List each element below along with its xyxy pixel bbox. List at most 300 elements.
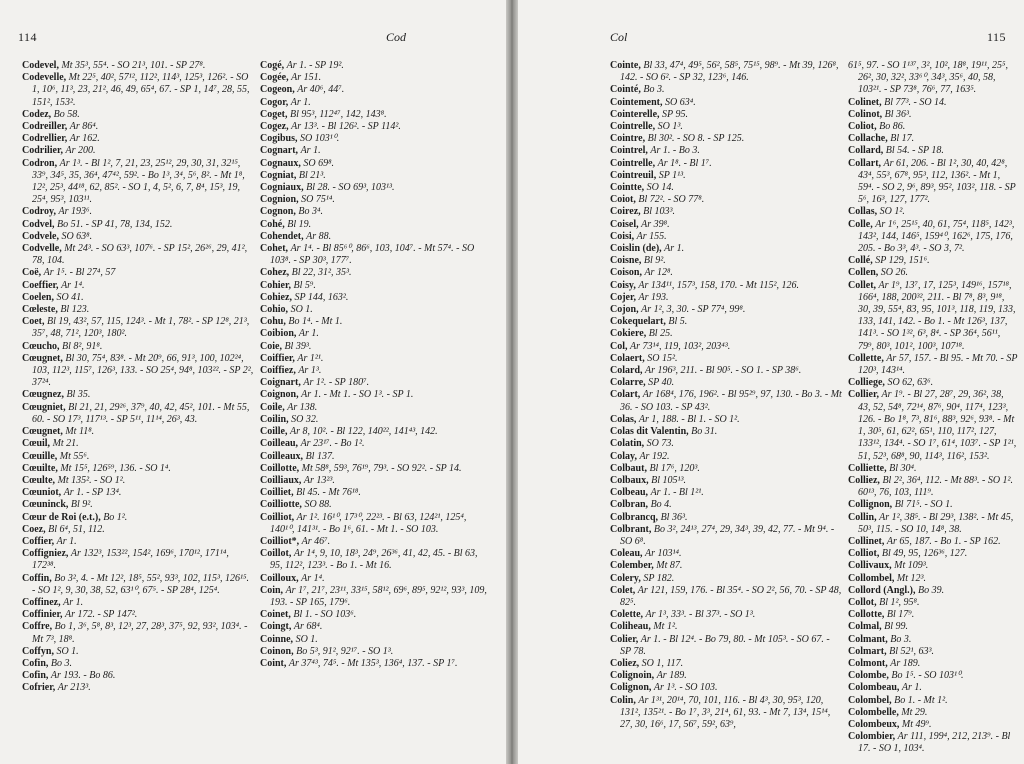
entry-references: SP 1¹³. <box>658 169 686 181</box>
entry-name: Coiot, <box>610 194 636 206</box>
entry-name: Colinot, <box>848 108 883 120</box>
index-entry <box>848 133 1018 145</box>
entry-references: Bl 54. - SP 18. <box>885 145 944 157</box>
entry-name: Coint, <box>260 657 287 669</box>
entry-references: SO 1. <box>290 304 313 316</box>
index-entry <box>610 524 842 548</box>
entry-references: Ar 1. - Mt 1. - SO 1³. - SP 1. <box>301 389 414 401</box>
entry-name: Coffin, <box>22 572 52 584</box>
entry-references: Ar 86⁴. <box>69 121 99 133</box>
index-entry <box>22 646 254 658</box>
entry-name: Colery, <box>610 572 641 584</box>
index-entry <box>260 634 492 646</box>
entry-references: Bl 8², 91⁸. <box>62 340 103 352</box>
index-entry <box>260 548 492 572</box>
entry-references: Mt 109³. <box>894 560 929 572</box>
entry-references: Mt 24³. - SO 63³, 107⁶. - SP 15², 26²⁶, 29, 41², 78, 104. <box>32 243 248 267</box>
entry-name: Coelen, <box>22 291 54 303</box>
index-entry <box>610 121 842 133</box>
entry-name: Coliot, <box>848 121 877 133</box>
index-entry <box>610 341 842 353</box>
entry-name: Collin, <box>848 511 877 523</box>
entry-name: Coilliaux, <box>260 474 302 486</box>
entry-name: Coile, <box>260 401 285 413</box>
index-entry <box>610 243 842 255</box>
entry-references: Mt 12³. <box>896 572 926 584</box>
entry-references: SO 88. <box>304 499 332 511</box>
index-entry <box>260 646 492 658</box>
index-entry <box>610 280 842 292</box>
entry-name: Cogor, <box>260 96 289 108</box>
index-entry <box>260 219 492 231</box>
index-entry <box>260 402 492 414</box>
index-entry <box>610 414 842 426</box>
index-entry <box>610 548 842 560</box>
entry-references: Ar 200. <box>65 145 96 157</box>
entry-references: Bl 5⁹. <box>293 279 316 291</box>
entry-name: Collas, <box>848 206 878 218</box>
index-entry <box>848 280 1018 353</box>
index-entry <box>260 231 492 243</box>
entry-name: Collombel, <box>848 572 895 584</box>
index-entry <box>610 145 842 157</box>
index-entry <box>610 426 842 438</box>
entry-name: Cointerelle, <box>610 108 660 120</box>
index-entry <box>610 695 842 732</box>
entry-references: Bl 21, 21, 29²⁶, 37⁹, 40, 42, 45², 101. - Mt 55, 60. - SO 17³, 117¹³. - SP 5¹¹, 11¹⁴, 26³, 43. <box>32 401 250 425</box>
entry-references: Mt 21. <box>52 438 79 450</box>
entry-name: Colliez, <box>848 474 880 486</box>
entry-references: Ar 111, 199⁴, 212, 213⁹. - Bl 17. - SO 1, 103⁴. <box>858 731 1011 755</box>
entry-name: Cointrelle, <box>610 157 656 169</box>
index-entry <box>260 121 492 133</box>
entry-references: Bl 30². - SO 8. - SP 125. <box>647 133 745 145</box>
index-entry <box>610 377 842 389</box>
entry-references: Ar 1. <box>56 535 77 547</box>
entry-name: Codreiller, <box>22 121 68 133</box>
index-entry <box>260 451 492 463</box>
entry-references: Ar 189. <box>890 657 921 669</box>
entry-references: Bo 5³, 91², 92¹⁷. - SO 1³. <box>296 645 394 657</box>
entry-references: Ar 1⁴, 9, 10, 18³, 24⁹, 26³⁶, 41, 42, 45. - Bl 63, 95, 112², 123³. - Bo 1. - Mt 16. <box>270 548 478 572</box>
entry-references: Ar 8, 10². - Bl 122, 140²², 141⁴³, 142. <box>290 426 438 438</box>
entry-name: Cogée, <box>260 72 289 84</box>
index-entry <box>260 512 492 536</box>
entry-references: Mt 55⁶. <box>59 450 90 462</box>
entry-references: Bl 71⁵. - SO 1. <box>894 499 953 511</box>
entry-references: SO 41. <box>56 291 84 303</box>
entry-references: SO 32. <box>291 413 319 425</box>
entry-name: Coliez, <box>610 657 640 669</box>
entry-references: Bl 49, 95, 126³⁶, 127. <box>881 548 968 560</box>
index-entry <box>848 597 1018 609</box>
entry-references: SP 40. <box>648 377 675 389</box>
entry-references: Ar 1⁹, 13⁷, 17, 125³, 149¹⁶, 157¹⁸, 166⁴, 188, 200³², 211. - Bl 7⁸, 8³, 9¹⁸, 30, 39, 55⁴, 83, 95, 101³, 118, 119, 133, 133, 141, 142. - Bo 1. - Mt 126³, 137, 141³. - SO 1³², 6³, 8⁴. - SP 36⁴, 56¹¹, 79⁹, 80³, 101², 100³, 107¹⁸. <box>858 279 1016 352</box>
index-entry <box>610 133 842 145</box>
index-entry <box>260 97 492 109</box>
index-entry <box>848 267 1018 279</box>
entry-name: Colombe, <box>848 670 889 682</box>
entry-name: Colombier, <box>848 731 896 743</box>
entry-name: Collette, <box>848 352 884 364</box>
entry-name: Cœur de Roi (e.t.), <box>22 511 101 523</box>
entry-references: Ar 88. <box>306 230 332 242</box>
entry-name: Cogeon, <box>260 84 295 96</box>
entry-references: Bo 1, 3⁶, 5⁸, 8³, 12³, 27, 28³, 37⁵, 92, 93², 103⁴. - Mt 7³, 18⁸. <box>32 621 248 645</box>
entry-name: Codez, <box>22 108 52 120</box>
index-entry <box>260 414 492 426</box>
entry-references: Ar 168⁴, 176, 196². - Bl 95²⁹, 97, 130. - Bo 3. - Mt 36. - SO 103. - SP 43². <box>620 389 842 413</box>
entry-name: Coisne, <box>610 255 642 267</box>
entry-references: Ar 1. - Bl 12⁴. - Bo 79, 80. - Mt 105³. - SO 67. - SP 78. <box>620 633 830 657</box>
entry-references: Ar 192. <box>639 450 670 462</box>
index-entry <box>848 646 1018 658</box>
entry-references: Bo 3⁴. <box>298 206 323 218</box>
entry-name: Colliot, <box>848 548 880 560</box>
index-entry <box>610 255 842 267</box>
entry-name: Cognart, <box>260 145 299 157</box>
index-entry <box>260 194 492 206</box>
entry-name: Colbeau, <box>610 487 649 499</box>
entry-references: Mt 135². - SO 1². <box>57 474 126 486</box>
entry-references: Mt 87. <box>656 560 683 572</box>
index-entry <box>260 499 492 511</box>
entry-name: Collotte, <box>848 609 885 621</box>
entry-references: Ar 162. <box>69 133 100 145</box>
entry-name: Codvelle, <box>22 243 62 255</box>
entry-name: Cœuniot, <box>22 487 62 499</box>
index-entry <box>610 389 842 413</box>
entry-references: Ar 1³, 33³. - Bl 37³. - SO 1³. <box>645 609 756 621</box>
index-entry <box>260 304 492 316</box>
index-entry <box>610 463 842 475</box>
entry-name: Cœuninck, <box>22 499 69 511</box>
entry-name: Codron, <box>22 157 58 169</box>
index-entry <box>848 682 1018 694</box>
entry-name: Cœuil, <box>22 438 51 450</box>
entry-name: Cofin, <box>22 670 49 682</box>
entry-name: Cointement, <box>610 96 663 108</box>
entry-name: Coffre, <box>22 621 53 633</box>
entry-references: Bo 1. - Mt 1². <box>894 694 948 706</box>
entry-references: Bl 9². <box>643 255 666 267</box>
index-entry <box>610 487 842 499</box>
entry-references: Ar 65, 187. - Bo 1. - SP 162. <box>886 535 1001 547</box>
entry-references: Bl 28. - SO 69³, 103¹³. <box>306 182 395 194</box>
index-entry <box>22 243 254 267</box>
book-gutter <box>506 0 518 764</box>
entry-name: Cogibus, <box>260 133 298 145</box>
index-entry <box>260 170 492 182</box>
entry-references: Ar 193⁶. <box>58 206 92 218</box>
entry-name: Cogez, <box>260 121 289 133</box>
entry-name: Collart, <box>848 157 882 169</box>
entry-name: Cœulte, <box>22 474 56 486</box>
entry-name: Colombel, <box>848 694 892 706</box>
index-entry <box>848 585 1018 597</box>
entry-references: SP 144, 163². <box>294 291 349 303</box>
index-column <box>260 60 492 670</box>
index-entry <box>260 463 492 475</box>
entry-name: Coffinez, <box>22 596 61 608</box>
entry-references: Bl 22, 31², 35³. <box>291 267 352 279</box>
entry-name: Colart, <box>610 389 641 401</box>
entry-references: Ar 155. <box>636 230 667 242</box>
entry-name: Codvele, <box>22 230 59 242</box>
entry-references: Bo 31. <box>691 426 718 438</box>
entry-references: Mt 29. <box>901 706 928 718</box>
entry-name: Coilliotte, <box>260 499 302 511</box>
entry-references: Bl 6⁴, 51, 112. <box>48 523 105 535</box>
entry-name: Coin, <box>260 584 284 596</box>
entry-name: Cointe, <box>610 60 641 71</box>
index-entry <box>610 475 842 487</box>
index-entry <box>610 499 842 511</box>
entry-references: SO 75¹⁴. <box>301 194 335 206</box>
entry-name: Coinon, <box>260 645 294 657</box>
entry-name: Colet, <box>610 584 636 596</box>
index-entry <box>610 231 842 243</box>
entry-name: Coinet, <box>260 609 291 621</box>
index-entry <box>260 365 492 377</box>
entry-name: Coisel, <box>610 218 639 230</box>
index-entry <box>22 548 254 572</box>
index-entry <box>610 451 842 463</box>
entry-references: Ar 1. - Bl 1²¹. <box>650 487 704 499</box>
index-entry <box>22 463 254 475</box>
entry-references: SO 63⁴. <box>665 96 696 108</box>
entry-references: Bl 19, 43², 57, 115, 124³. - Mt 1, 78². - SP 12⁸, 21³, 35⁷, 48, 71², 120³, 180². <box>32 316 250 340</box>
index-entry <box>260 328 492 340</box>
entry-name: Cointrelle, <box>610 121 656 133</box>
entry-name: Colbran, <box>610 499 649 511</box>
entry-references: SO 1². <box>879 206 905 218</box>
index-entry <box>610 194 842 206</box>
entry-references: Ar 121, 159, 176. - Bl 35⁴. - SO 2², 56, 70. - SP 48, 82⁵. <box>620 584 842 608</box>
index-entry <box>848 573 1018 585</box>
entry-references: Ar 151. <box>291 72 322 84</box>
entry-name: Cœugnet, <box>22 352 63 364</box>
index-entry <box>848 609 1018 621</box>
entry-name: Cointte, <box>610 182 645 194</box>
entry-references: Ar 39⁸. <box>641 218 670 230</box>
entry-references: Bo 51. - SP 41, 78, 134, 152. <box>57 218 173 230</box>
entry-name: Colbaut, <box>610 462 647 474</box>
index-entry <box>22 292 254 304</box>
entry-name: Colatin, <box>610 438 645 450</box>
entry-references: Bl 33, 47⁴, 49⁵, 56², 58⁵, 75¹⁵, 98⁹. - Mt 39, 126⁸, 142. - SO 6². - SP 32, 123⁶, 146. <box>620 60 839 84</box>
entry-references: Bl 9². <box>70 499 93 511</box>
entry-name: Colmont, <box>848 657 888 669</box>
entry-references: Ar 73¹⁴, 119, 103², 203⁴³. <box>630 340 731 352</box>
entry-references: Ar 172. - SP 147². <box>64 609 138 621</box>
index-entry <box>848 121 1018 133</box>
index-entry <box>22 573 254 597</box>
entry-name: Cohez, <box>260 267 290 279</box>
entry-name: Coisi, <box>610 230 635 242</box>
entry-name: Collet, <box>848 279 877 291</box>
index-entry <box>610 84 842 96</box>
index-entry <box>22 60 254 72</box>
index-entry <box>22 316 254 340</box>
entry-name: Cognion, <box>260 194 299 206</box>
index-entry <box>22 145 254 157</box>
entry-references: SP 182. <box>643 572 675 584</box>
entry-name: Cojer, <box>610 291 637 303</box>
entry-references: Bl 17. <box>890 133 915 145</box>
index-entry <box>22 682 254 694</box>
index-entry <box>848 353 1018 377</box>
entry-name: Cofin, <box>22 657 49 669</box>
entry-references: Ar 1⁷, 21⁷, 23¹¹, 33¹⁵, 58¹², 69⁶, 89⁵, 92¹², 93³, 109, 193. - SP 165, 179⁶. <box>270 584 487 608</box>
index-entry <box>22 280 254 292</box>
entry-references: Ar 103¹⁴. <box>645 548 682 560</box>
entry-references: Ar 1. - Bo 3. <box>650 145 700 157</box>
entry-references: Ar 46⁷. <box>301 535 331 547</box>
entry-references: Bl 72². - SO 77⁸. <box>638 194 705 206</box>
entry-references: Bl 99. <box>884 621 908 633</box>
entry-references: Bl 1. - SO 103⁶. <box>293 609 357 621</box>
entry-name: Coez, <box>22 523 46 535</box>
entry-references: Bl 39³. <box>284 340 312 352</box>
entry-name: Collache, <box>848 133 888 145</box>
index-entry <box>22 72 254 109</box>
entry-references: Ar 13³. - Bl 126². - SP 114². <box>291 121 401 133</box>
entry-references: Bl 21³. <box>298 169 326 181</box>
entry-name: Colin, <box>610 694 636 706</box>
index-entry <box>848 658 1018 670</box>
entry-name: Codvel, <box>22 218 55 230</box>
index-entry <box>610 634 842 658</box>
entry-name: Codrellier, <box>22 133 68 145</box>
entry-references: SO 14. <box>646 182 674 194</box>
entry-name: Colette, <box>610 609 644 621</box>
entry-name: Colombeux, <box>848 718 900 730</box>
entry-references: Ar 132³, 153²², 154², 169⁶, 170¹², 171¹⁴, 172³⁸. <box>32 548 229 572</box>
entry-references: Ar 12⁸. <box>644 267 673 279</box>
entry-references: Bl 103³. <box>643 206 676 218</box>
entry-name: Colember, <box>610 560 654 572</box>
entry-references: Bl 95³, 112⁴⁷, 142, 143⁸. <box>290 108 387 120</box>
entry-name: Coislin (de), <box>610 243 662 255</box>
entry-name: Colier, <box>610 633 639 645</box>
entry-name: Coilleaux, <box>260 450 304 462</box>
index-entry <box>848 634 1018 646</box>
entry-references: SO 62, 63⁶. <box>887 377 934 389</box>
entry-name: Cohio, <box>260 304 289 316</box>
entry-references: Bo 3², 4. - Mt 12², 18⁵, 55², 93³, 102, 115³, 126¹⁵. - SO 1², 9, 30, 38, 52, 63¹⁰, 67⁵. - SP 28⁴, 125⁴. <box>32 572 249 596</box>
entry-name: Cognaux, <box>260 157 301 169</box>
entry-references: Bl 123. <box>60 304 90 316</box>
entry-references: Ar 1². - SP 180⁷. <box>303 377 370 389</box>
entry-references: Ar 1³. - SO 103. <box>653 682 718 694</box>
entry-name: Colbrancq, <box>610 511 659 523</box>
right-page <box>518 0 1024 764</box>
entry-references: Mt 11⁸. <box>65 426 95 438</box>
entry-name: Cœugniet, <box>22 401 66 413</box>
index-entry <box>610 219 842 231</box>
entry-name: Coilleau, <box>260 438 299 450</box>
entry-name: Colmart, <box>848 645 887 657</box>
index-entry <box>848 377 1018 389</box>
entry-name: Coignart, <box>260 377 301 389</box>
index-entry <box>610 158 842 170</box>
entry-name: Coignon, <box>260 389 299 401</box>
entry-references: Ar 196³, 211. - Bl 90⁵. - SO 1. - SP 38⁶. <box>645 365 802 377</box>
index-entry <box>260 292 492 304</box>
entry-name: Cointé, <box>610 84 641 96</box>
index-entry <box>22 158 254 207</box>
entry-name: Cœugnez, <box>22 389 64 401</box>
entry-references: Ar 1³¹, 20¹⁴, 70, 101, 116. - Bl 4³, 30, 95³, 120, 131², 135²¹. - Bo 1⁷, 3³, 21⁴, 61, 93. - Mt 7, 13⁴, 15¹⁴, 27, 30, 16⁶, 17, 56⁷, 59², 63⁹, <box>620 694 831 730</box>
entry-name: Cohendet, <box>260 230 304 242</box>
index-entry <box>22 597 254 609</box>
index-column <box>22 60 254 695</box>
entry-name: Coeffier, <box>22 279 59 291</box>
index-entry <box>260 133 492 145</box>
index-entry <box>22 658 254 670</box>
entry-references: Mt 22⁵, 40², 57¹², 112², 114³, 125³, 126². - SO 1, 10⁶, 11³, 23, 21², 46, 49, 65⁴, 67. - SP 1, 14⁷, 28, 55, 151², 153². <box>32 72 250 108</box>
entry-name: Coiffier, <box>260 352 295 364</box>
entry-name: Colmal, <box>848 621 882 633</box>
entry-name: Cœucho, <box>22 340 60 352</box>
entry-references: Ar 213³. <box>57 682 91 694</box>
index-entry <box>22 499 254 511</box>
entry-references: Bl 30, 75⁴, 83⁸. - Mt 20⁹, 66, 91³, 100, 102²⁴, 103, 112³, 115⁷, 126³, 133. - SO 25⁴, 94⁸, 103²². - SP 2², 37²⁴. <box>32 352 254 389</box>
entry-name: Coilliot*, <box>260 535 300 547</box>
index-entry <box>260 182 492 194</box>
entry-references: Ar 193. - Bo 86. <box>50 670 116 682</box>
entry-references: Ar 1, 188. - Bl 1. - SO 1². <box>638 413 740 425</box>
entry-name: Collignon, <box>848 499 893 511</box>
index-entry <box>260 585 492 609</box>
entry-references: Ar 1⁸. - Bl 1⁷. <box>657 157 712 169</box>
page-number: 115 <box>986 30 1006 44</box>
entry-name: Colinet, <box>848 96 882 108</box>
entry-references: Bl 30⁴. <box>889 462 917 474</box>
entry-name: Colard, <box>610 365 643 377</box>
index-entry <box>22 219 254 231</box>
entry-references: Ar 1. <box>63 596 84 608</box>
entry-name: Colliette, <box>848 462 887 474</box>
entry-name: Colle, <box>848 218 873 230</box>
entry-references: Bl 2², 36⁴, 112. - Mt 88³. - SO 1². 60¹³, 76, 103, 111⁹. <box>858 474 1014 499</box>
entry-name: Collot, <box>848 596 877 608</box>
index-entry <box>610 621 842 633</box>
index-entry <box>22 109 254 121</box>
index-entry <box>260 487 492 499</box>
entry-references: Ar 1⁴. <box>301 572 325 584</box>
index-entry <box>848 206 1018 218</box>
index-entry <box>22 402 254 426</box>
entry-name: Coilloux, <box>260 572 299 584</box>
entry-name: Cohu, <box>260 316 286 328</box>
index-entry <box>22 609 254 621</box>
index-entry <box>260 267 492 279</box>
index-entry <box>260 206 492 218</box>
entry-references: Ar 1. - SP 19². <box>286 60 344 71</box>
index-entry <box>22 341 254 353</box>
index-entry <box>610 682 842 694</box>
index-entry <box>22 133 254 145</box>
index-entry <box>260 658 492 670</box>
entry-name: Coille, <box>260 426 288 438</box>
entry-references: Bl 77³. - SO 14. <box>884 96 947 108</box>
index-entry <box>610 292 842 304</box>
entry-references: Ar 1³. - Bl 1², 7, 21, 23, 25¹², 29, 30, 31, 32¹⁵, 33⁹, 34⁵, 35, 36⁴, 47⁴², 59². - Bo 1³, 3⁴, 5⁶, 8². - Mt 1⁸, 12², 25³, 44¹⁸, 62, 85². - SO 1, 4, 5², 6, 7, 8⁴, 15³, 19, 25⁴, 95³, 103¹¹. <box>32 157 245 206</box>
index-entry <box>848 255 1018 267</box>
index-entry <box>848 536 1018 548</box>
